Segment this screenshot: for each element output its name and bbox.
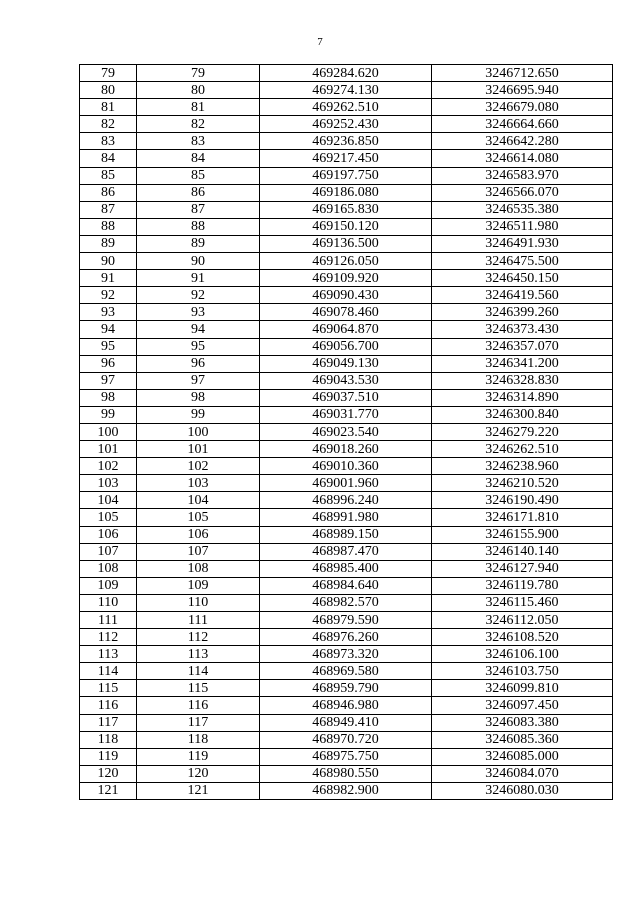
point-number-cell: 111: [80, 612, 137, 629]
point-number-cell: 120: [80, 765, 137, 782]
table-row: [80, 82, 613, 99]
y-coordinate-cell: 3246080.030: [432, 782, 613, 799]
sequence-number-cell: 100: [137, 423, 260, 440]
table-row: [80, 253, 613, 270]
x-coordinate-cell: 469010.360: [260, 458, 432, 475]
point-number-cell: 86: [80, 184, 137, 201]
table-row: [80, 235, 613, 252]
table-row: [80, 612, 613, 629]
sequence-number-cell: 87: [137, 201, 260, 218]
sequence-number-cell: 91: [137, 270, 260, 287]
y-coordinate-cell: 3246112.050: [432, 612, 613, 629]
table-row: [80, 577, 613, 594]
point-number-cell: 108: [80, 560, 137, 577]
sequence-number-cell: 116: [137, 697, 260, 714]
y-coordinate-cell: 3246583.970: [432, 167, 613, 184]
point-number-cell: 116: [80, 697, 137, 714]
point-number-cell: 106: [80, 526, 137, 543]
table-row: [80, 748, 613, 765]
table-row: [80, 680, 613, 697]
point-number-cell: 92: [80, 287, 137, 304]
x-coordinate-cell: 468989.150: [260, 526, 432, 543]
table-row: [80, 167, 613, 184]
table-row: [80, 372, 613, 389]
y-coordinate-cell: 3246566.070: [432, 184, 613, 201]
sequence-number-cell: 109: [137, 577, 260, 594]
y-coordinate-cell: 3246712.650: [432, 65, 613, 82]
x-coordinate-cell: 468976.260: [260, 629, 432, 646]
y-coordinate-cell: 3246083.380: [432, 714, 613, 731]
y-coordinate-cell: 3246127.940: [432, 560, 613, 577]
point-number-cell: 93: [80, 304, 137, 321]
point-number-cell: 99: [80, 406, 137, 423]
x-coordinate-cell: 469078.460: [260, 304, 432, 321]
y-coordinate-cell: 3246115.460: [432, 594, 613, 611]
x-coordinate-cell: 469056.700: [260, 338, 432, 355]
x-coordinate-cell: 469109.920: [260, 270, 432, 287]
point-number-cell: 80: [80, 82, 137, 99]
y-coordinate-cell: 3246155.900: [432, 526, 613, 543]
x-coordinate-cell: 468984.640: [260, 577, 432, 594]
x-coordinate-cell: 468973.320: [260, 646, 432, 663]
point-number-cell: 83: [80, 133, 137, 150]
y-coordinate-cell: 3246450.150: [432, 270, 613, 287]
point-number-cell: 82: [80, 116, 137, 133]
sequence-number-cell: 90: [137, 253, 260, 270]
sequence-number-cell: 81: [137, 99, 260, 116]
table-row: [80, 406, 613, 423]
x-coordinate-cell: 469186.080: [260, 184, 432, 201]
table-row: [80, 99, 613, 116]
sequence-number-cell: 97: [137, 372, 260, 389]
table-row: [80, 65, 613, 82]
table-row: [80, 663, 613, 680]
x-coordinate-cell: 468982.900: [260, 782, 432, 799]
x-coordinate-cell: 469262.510: [260, 99, 432, 116]
sequence-number-cell: 114: [137, 663, 260, 680]
table-row: [80, 201, 613, 218]
point-number-cell: 98: [80, 389, 137, 406]
x-coordinate-cell: 468970.720: [260, 731, 432, 748]
table-row: [80, 150, 613, 167]
table-row: [80, 560, 613, 577]
y-coordinate-cell: 3246373.430: [432, 321, 613, 338]
sequence-number-cell: 106: [137, 526, 260, 543]
sequence-number-cell: 103: [137, 475, 260, 492]
table-row: [80, 629, 613, 646]
y-coordinate-cell: 3246097.450: [432, 697, 613, 714]
point-number-cell: 102: [80, 458, 137, 475]
x-coordinate-cell: 469284.620: [260, 65, 432, 82]
table-row: [80, 304, 613, 321]
point-number-cell: 90: [80, 253, 137, 270]
table-row: [80, 184, 613, 201]
point-number-cell: 101: [80, 441, 137, 458]
y-coordinate-cell: 3246238.960: [432, 458, 613, 475]
sequence-number-cell: 80: [137, 82, 260, 99]
page-number: 7: [317, 36, 323, 48]
point-number-cell: 107: [80, 543, 137, 560]
table-row: [80, 423, 613, 440]
point-number-cell: 79: [80, 65, 137, 82]
sequence-number-cell: 117: [137, 714, 260, 731]
sequence-number-cell: 108: [137, 560, 260, 577]
y-coordinate-cell: 3246099.810: [432, 680, 613, 697]
point-number-cell: 118: [80, 731, 137, 748]
sequence-number-cell: 99: [137, 406, 260, 423]
x-coordinate-cell: 468959.790: [260, 680, 432, 697]
table-row: [80, 782, 613, 799]
x-coordinate-cell: 468946.980: [260, 697, 432, 714]
sequence-number-cell: 113: [137, 646, 260, 663]
table-row: [80, 492, 613, 509]
y-coordinate-cell: 3246085.360: [432, 731, 613, 748]
y-coordinate-cell: 3246108.520: [432, 629, 613, 646]
point-number-cell: 119: [80, 748, 137, 765]
y-coordinate-cell: 3246511.980: [432, 218, 613, 235]
x-coordinate-cell: 468980.550: [260, 765, 432, 782]
x-coordinate-cell: 469165.830: [260, 201, 432, 218]
table-row: [80, 765, 613, 782]
point-number-cell: 97: [80, 372, 137, 389]
sequence-number-cell: 94: [137, 321, 260, 338]
x-coordinate-cell: 469252.430: [260, 116, 432, 133]
x-coordinate-cell: 468975.750: [260, 748, 432, 765]
x-coordinate-cell: 468991.980: [260, 509, 432, 526]
x-coordinate-cell: 469001.960: [260, 475, 432, 492]
sequence-number-cell: 86: [137, 184, 260, 201]
table-row: [80, 389, 613, 406]
point-number-cell: 89: [80, 235, 137, 252]
x-coordinate-cell: 469037.510: [260, 389, 432, 406]
table-row: [80, 543, 613, 560]
sequence-number-cell: 79: [137, 65, 260, 82]
y-coordinate-cell: 3246419.560: [432, 287, 613, 304]
y-coordinate-cell: 3246341.200: [432, 355, 613, 372]
table-row: [80, 526, 613, 543]
point-number-cell: 112: [80, 629, 137, 646]
sequence-number-cell: 93: [137, 304, 260, 321]
sequence-number-cell: 98: [137, 389, 260, 406]
table-row: [80, 355, 613, 372]
sequence-number-cell: 111: [137, 612, 260, 629]
y-coordinate-cell: 3246262.510: [432, 441, 613, 458]
x-coordinate-cell: 469126.050: [260, 253, 432, 270]
sequence-number-cell: 101: [137, 441, 260, 458]
table-row: [80, 509, 613, 526]
point-number-cell: 85: [80, 167, 137, 184]
x-coordinate-cell: 469150.120: [260, 218, 432, 235]
y-coordinate-cell: 3246399.260: [432, 304, 613, 321]
point-number-cell: 91: [80, 270, 137, 287]
point-number-cell: 95: [80, 338, 137, 355]
y-coordinate-cell: 3246664.660: [432, 116, 613, 133]
x-coordinate-cell: 468985.400: [260, 560, 432, 577]
sequence-number-cell: 82: [137, 116, 260, 133]
y-coordinate-cell: 3246103.750: [432, 663, 613, 680]
sequence-number-cell: 110: [137, 594, 260, 611]
sequence-number-cell: 115: [137, 680, 260, 697]
table-row: [80, 133, 613, 150]
sequence-number-cell: 120: [137, 765, 260, 782]
y-coordinate-cell: 3246535.380: [432, 201, 613, 218]
point-number-cell: 110: [80, 594, 137, 611]
table-row: [80, 594, 613, 611]
point-number-cell: 105: [80, 509, 137, 526]
point-number-cell: 87: [80, 201, 137, 218]
x-coordinate-cell: 468996.240: [260, 492, 432, 509]
point-number-cell: 104: [80, 492, 137, 509]
point-number-cell: 121: [80, 782, 137, 799]
y-coordinate-cell: 3246106.100: [432, 646, 613, 663]
y-coordinate-cell: 3246300.840: [432, 406, 613, 423]
y-coordinate-cell: 3246085.000: [432, 748, 613, 765]
table-row: [80, 321, 613, 338]
x-coordinate-cell: 469236.850: [260, 133, 432, 150]
x-coordinate-cell: 469274.130: [260, 82, 432, 99]
point-number-cell: 113: [80, 646, 137, 663]
y-coordinate-cell: 3246679.080: [432, 99, 613, 116]
x-coordinate-cell: 469217.450: [260, 150, 432, 167]
y-coordinate-cell: 3246614.080: [432, 150, 613, 167]
sequence-number-cell: 104: [137, 492, 260, 509]
y-coordinate-cell: 3246642.280: [432, 133, 613, 150]
y-coordinate-cell: 3246328.830: [432, 372, 613, 389]
y-coordinate-cell: 3246210.520: [432, 475, 613, 492]
x-coordinate-cell: 468982.570: [260, 594, 432, 611]
sequence-number-cell: 121: [137, 782, 260, 799]
x-coordinate-cell: 469136.500: [260, 235, 432, 252]
x-coordinate-cell: 469043.530: [260, 372, 432, 389]
x-coordinate-cell: 469049.130: [260, 355, 432, 372]
sequence-number-cell: 102: [137, 458, 260, 475]
y-coordinate-cell: 3246190.490: [432, 492, 613, 509]
point-number-cell: 88: [80, 218, 137, 235]
sequence-number-cell: 112: [137, 629, 260, 646]
table-row: [80, 697, 613, 714]
table-row: [80, 646, 613, 663]
sequence-number-cell: 105: [137, 509, 260, 526]
table-row: [80, 338, 613, 355]
x-coordinate-cell: 468969.580: [260, 663, 432, 680]
y-coordinate-cell: 3246475.500: [432, 253, 613, 270]
y-coordinate-cell: 3246279.220: [432, 423, 613, 440]
table-row: [80, 218, 613, 235]
sequence-number-cell: 83: [137, 133, 260, 150]
point-number-cell: 94: [80, 321, 137, 338]
table-row: [80, 116, 613, 133]
table-row: [80, 270, 613, 287]
y-coordinate-cell: 3246357.070: [432, 338, 613, 355]
sequence-number-cell: 119: [137, 748, 260, 765]
sequence-number-cell: 96: [137, 355, 260, 372]
point-number-cell: 84: [80, 150, 137, 167]
y-coordinate-cell: 3246119.780: [432, 577, 613, 594]
point-number-cell: 103: [80, 475, 137, 492]
table-row: [80, 714, 613, 731]
sequence-number-cell: 85: [137, 167, 260, 184]
x-coordinate-cell: 469064.870: [260, 321, 432, 338]
table-row: [80, 287, 613, 304]
point-number-cell: 117: [80, 714, 137, 731]
x-coordinate-cell: 468949.410: [260, 714, 432, 731]
x-coordinate-cell: 469197.750: [260, 167, 432, 184]
sequence-number-cell: 89: [137, 235, 260, 252]
table-row: [80, 441, 613, 458]
table-row: [80, 475, 613, 492]
x-coordinate-cell: 469023.540: [260, 423, 432, 440]
table-row: [80, 458, 613, 475]
table-row: [80, 731, 613, 748]
coordinates-table: [79, 64, 613, 800]
x-coordinate-cell: 469031.770: [260, 406, 432, 423]
sequence-number-cell: 92: [137, 287, 260, 304]
sequence-number-cell: 84: [137, 150, 260, 167]
x-coordinate-cell: 468987.470: [260, 543, 432, 560]
x-coordinate-cell: 469018.260: [260, 441, 432, 458]
point-number-cell: 109: [80, 577, 137, 594]
sequence-number-cell: 88: [137, 218, 260, 235]
sequence-number-cell: 118: [137, 731, 260, 748]
point-number-cell: 114: [80, 663, 137, 680]
x-coordinate-cell: 468979.590: [260, 612, 432, 629]
point-number-cell: 115: [80, 680, 137, 697]
y-coordinate-cell: 3246314.890: [432, 389, 613, 406]
point-number-cell: 81: [80, 99, 137, 116]
sequence-number-cell: 107: [137, 543, 260, 560]
y-coordinate-cell: 3246491.930: [432, 235, 613, 252]
point-number-cell: 100: [80, 423, 137, 440]
y-coordinate-cell: 3246171.810: [432, 509, 613, 526]
y-coordinate-cell: 3246695.940: [432, 82, 613, 99]
y-coordinate-cell: 3246140.140: [432, 543, 613, 560]
point-number-cell: 96: [80, 355, 137, 372]
sequence-number-cell: 95: [137, 338, 260, 355]
x-coordinate-cell: 469090.430: [260, 287, 432, 304]
y-coordinate-cell: 3246084.070: [432, 765, 613, 782]
table-body: [80, 65, 613, 800]
